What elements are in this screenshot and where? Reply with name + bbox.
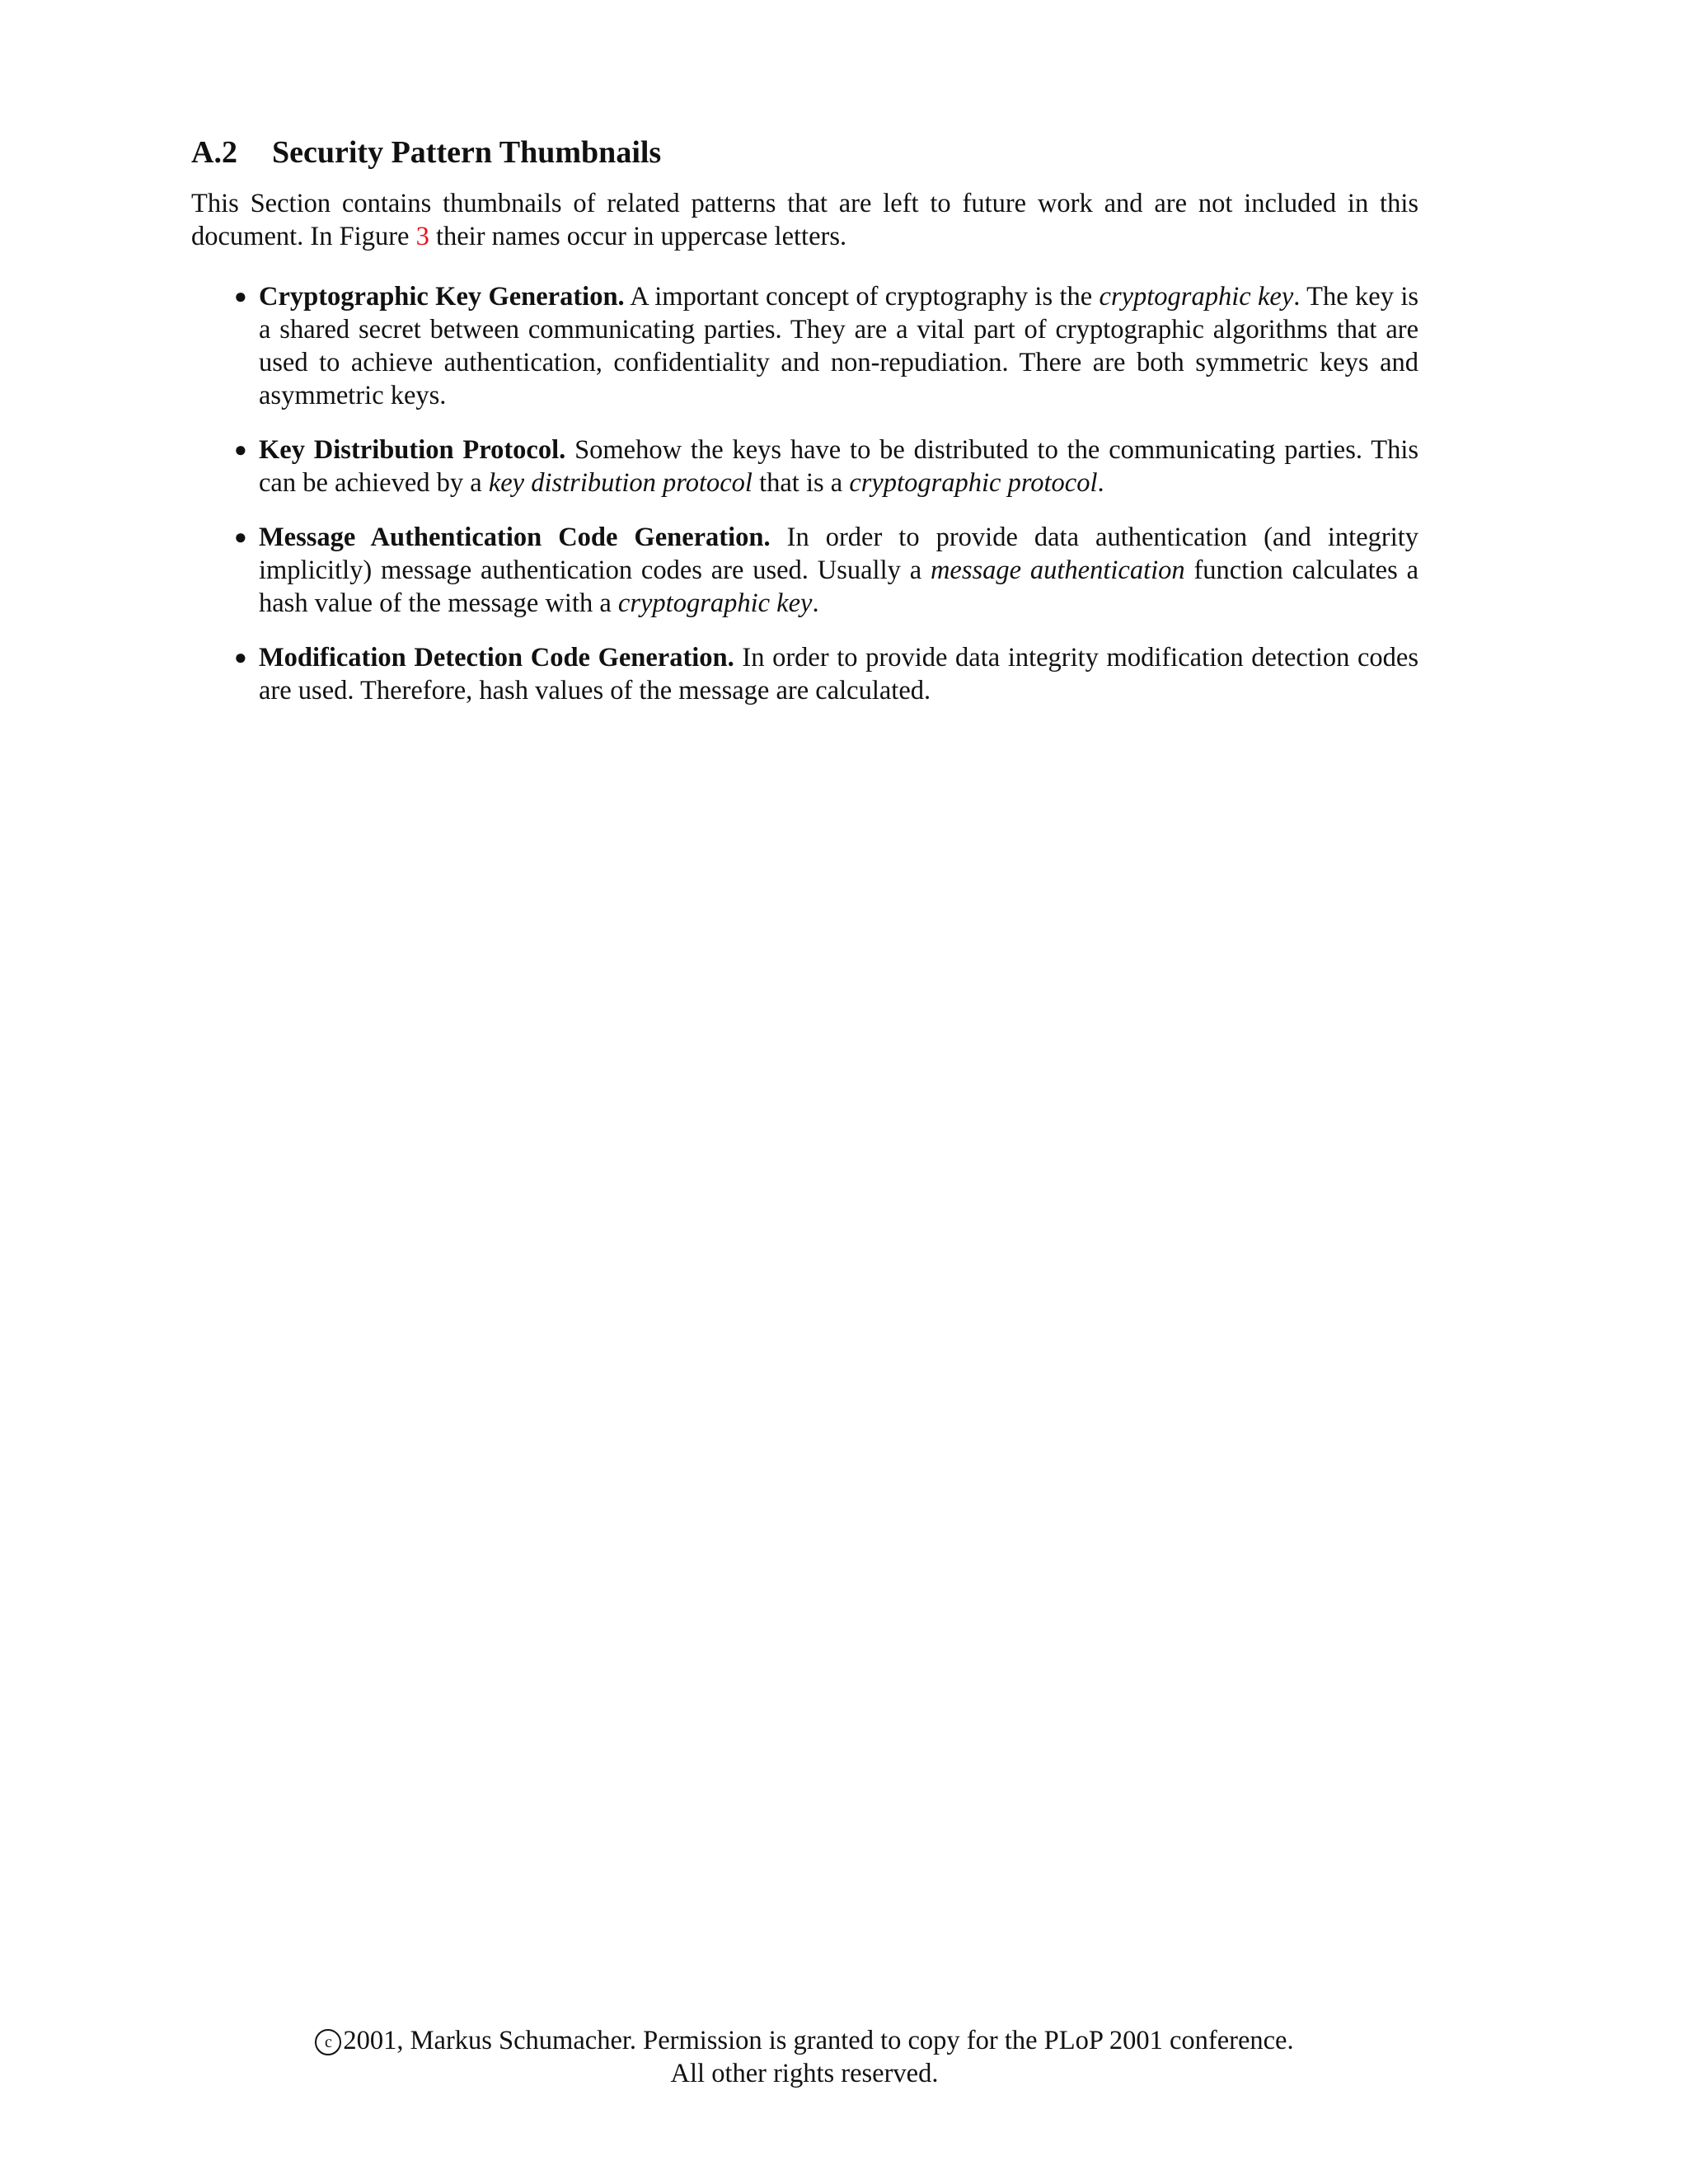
figure-reference-link[interactable]: 3 [415, 222, 429, 251]
copyright-icon: c [315, 2029, 341, 2055]
section-title: Security Pattern Thumbnails [272, 135, 662, 170]
bullet-icon: ● [234, 438, 247, 462]
pattern-text: In order to provide data authentication (and integrity implicitly) message authentication codes are used. Usually a [259, 523, 1419, 585]
footer-line-1 [0, 2024, 1609, 2057]
list-item [191, 641, 1418, 707]
bullet-icon: ● [234, 645, 247, 669]
pattern-term: Key Distribution Protocol. [259, 435, 566, 465]
pattern-thumbnail-list [191, 280, 1418, 729]
pattern-text: . The key is a shared secret between communicating parties. They are a vital part of cryptographic algorithms that are used to achieve authentication, confidentiality and non-repudiation. There are both symmetric keys and asymmetric keys. [259, 282, 1419, 410]
pattern-emphasis: key distribution protocol [488, 468, 753, 498]
pattern-text: Somehow the keys have to be distributed to the communicating parties. This can be achieved by a [259, 435, 1418, 498]
list-item [191, 280, 1418, 412]
pattern-text: A important concept of cryptography is the [624, 282, 1100, 312]
pattern-text: . [1097, 468, 1104, 498]
intro-paragraph [191, 187, 1418, 253]
pattern-text: that is a [752, 468, 850, 498]
pattern-term: Cryptographic Key Generation. [259, 282, 625, 312]
section-number: A.2 [191, 135, 237, 170]
pattern-emphasis: cryptographic protocol [849, 468, 1098, 498]
pattern-text: function calculates a hash value of the message with a [259, 555, 1418, 618]
pattern-text: . [812, 588, 819, 618]
footer-line-2: All other rights reserved. [670, 2059, 939, 2088]
bullet-icon: ● [234, 525, 247, 549]
footer-text: 2001, Markus Schumacher. Permission is granted to copy for the PLoP 2001 conference. [343, 2026, 1294, 2055]
section-heading [191, 132, 661, 173]
intro-text-continued: their names occur in uppercase letters. [429, 222, 847, 251]
pattern-emphasis: cryptographic key [1099, 282, 1294, 312]
bullet-icon: ● [234, 284, 247, 308]
pattern-term: Modification Detection Code Generation. [259, 643, 734, 673]
pattern-term: Message Authentication Code Generation. [259, 523, 771, 552]
copyright-footer [0, 2024, 1609, 2090]
pattern-emphasis: cryptographic key [617, 588, 813, 618]
pattern-text: In order to provide data integrity modification detection codes are used. Therefore, hash values of the message are calculated. [259, 643, 1418, 705]
intro-text: This Section contains thumbnails of related patterns that are left to future work and are not included in this document. In Figure [191, 189, 1418, 251]
list-item [191, 521, 1418, 620]
list-item [191, 434, 1418, 499]
pattern-emphasis: message authentication [930, 555, 1185, 585]
